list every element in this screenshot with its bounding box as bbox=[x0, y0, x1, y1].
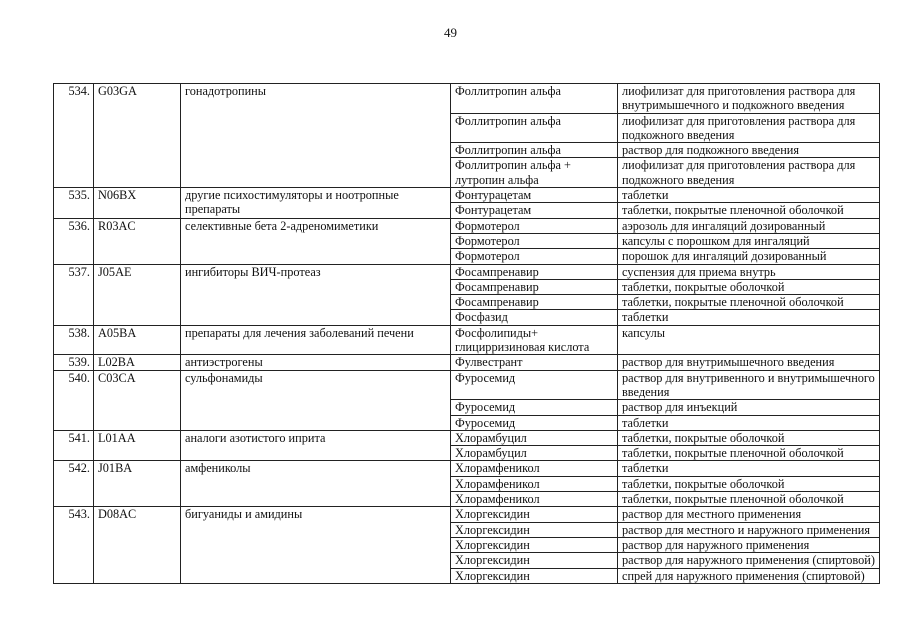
drug-name: Формотерол bbox=[451, 233, 618, 248]
dosage-form: таблетки bbox=[618, 188, 880, 203]
drug-name: Фоллитропин альфа bbox=[451, 84, 618, 114]
drug-name: Хлоргексидин bbox=[451, 522, 618, 537]
row-number: 535. bbox=[54, 188, 94, 219]
drug-name: Фосампренавир bbox=[451, 279, 618, 294]
row-number: 538. bbox=[54, 325, 94, 355]
atc-group: ингибиторы ВИЧ-протеаз bbox=[181, 264, 451, 325]
table-row bbox=[54, 461, 880, 476]
dosage-form: суспензия для приема внутрь bbox=[618, 264, 880, 279]
drug-name: Формотерол bbox=[451, 218, 618, 233]
table-row bbox=[54, 188, 880, 203]
dosage-form: таблетки, покрытые оболочкой bbox=[618, 476, 880, 491]
atc-group: другие психостимуляторы и ноотропные препараты bbox=[181, 188, 451, 219]
atc-group: антиэстрогены bbox=[181, 355, 451, 370]
atc-code: D08AC bbox=[94, 507, 181, 583]
dosage-form: лиофилизат для приготовления раствора для подкожного введения bbox=[618, 113, 880, 143]
dosage-form: таблетки bbox=[618, 415, 880, 430]
drug-table bbox=[53, 83, 880, 584]
atc-group: сульфонамиды bbox=[181, 370, 451, 430]
atc-code: J01BA bbox=[94, 461, 181, 507]
table-row bbox=[54, 84, 880, 114]
drug-name: Фоллитропин альфа + лутропин альфа bbox=[451, 158, 618, 188]
dosage-form: таблетки bbox=[618, 310, 880, 325]
dosage-form: раствор для наружного применения (спиртовой) bbox=[618, 553, 880, 568]
atc-code: J05AE bbox=[94, 264, 181, 325]
drug-name: Хлорамбуцил bbox=[451, 430, 618, 445]
row-number: 541. bbox=[54, 430, 94, 461]
dosage-form: лиофилизат для приготовления раствора для внутримышечного и подкожного введения bbox=[618, 84, 880, 114]
drug-name: Хлорамфеникол bbox=[451, 492, 618, 507]
table-row bbox=[54, 355, 880, 370]
dosage-form: таблетки, покрытые пленочной оболочкой bbox=[618, 446, 880, 461]
atc-code: L01AA bbox=[94, 430, 181, 461]
dosage-form: раствор для местного и наружного применения bbox=[618, 522, 880, 537]
atc-code: C03CA bbox=[94, 370, 181, 430]
drug-name: Фосампренавир bbox=[451, 295, 618, 310]
row-number: 542. bbox=[54, 461, 94, 507]
atc-group: бигуаниды и амидины bbox=[181, 507, 451, 583]
atc-group: амфениколы bbox=[181, 461, 451, 507]
table-row bbox=[54, 507, 880, 522]
atc-group: гонадотропины bbox=[181, 84, 451, 188]
drug-name: Фулвестрант bbox=[451, 355, 618, 370]
atc-code: G03GA bbox=[94, 84, 181, 188]
table-row bbox=[54, 370, 880, 400]
dosage-form: капсулы с порошком для ингаляций bbox=[618, 233, 880, 248]
dosage-form: таблетки, покрытые пленочной оболочкой bbox=[618, 295, 880, 310]
row-number: 539. bbox=[54, 355, 94, 370]
drug-name: Хлорамфеникол bbox=[451, 476, 618, 491]
drug-name: Хлоргексидин bbox=[451, 568, 618, 583]
row-number: 537. bbox=[54, 264, 94, 325]
atc-code: L02BA bbox=[94, 355, 181, 370]
table-row bbox=[54, 218, 880, 233]
drug-name: Хлоргексидин bbox=[451, 507, 618, 522]
table-row bbox=[54, 325, 880, 355]
dosage-form: порошок для ингаляций дозированный bbox=[618, 249, 880, 264]
dosage-form: таблетки bbox=[618, 461, 880, 476]
atc-group: аналоги азотистого иприта bbox=[181, 430, 451, 461]
dosage-form: спрей для наружного применения (спиртовой) bbox=[618, 568, 880, 583]
dosage-form: капсулы bbox=[618, 325, 880, 355]
dosage-form: лиофилизат для приготовления раствора для подкожного введения bbox=[618, 158, 880, 188]
dosage-form: раствор для инъекций bbox=[618, 400, 880, 415]
row-number: 536. bbox=[54, 218, 94, 264]
drug-name: Хлоргексидин bbox=[451, 537, 618, 552]
dosage-form: раствор для подкожного введения bbox=[618, 143, 880, 158]
drug-name: Формотерол bbox=[451, 249, 618, 264]
atc-code: N06BX bbox=[94, 188, 181, 219]
table-row bbox=[54, 264, 880, 279]
dosage-form: таблетки, покрытые оболочкой bbox=[618, 279, 880, 294]
dosage-form: таблетки, покрытые оболочкой bbox=[618, 430, 880, 445]
drug-name: Фосфазид bbox=[451, 310, 618, 325]
row-number: 540. bbox=[54, 370, 94, 430]
drug-name: Фонтурацетам bbox=[451, 188, 618, 203]
drug-name: Хлоргексидин bbox=[451, 553, 618, 568]
drug-table-body bbox=[54, 84, 880, 584]
atc-group: препараты для лечения заболеваний печени bbox=[181, 325, 451, 355]
table-row bbox=[54, 430, 880, 445]
dosage-form: аэрозоль для ингаляций дозированный bbox=[618, 218, 880, 233]
atc-code: R03AC bbox=[94, 218, 181, 264]
dosage-form: таблетки, покрытые пленочной оболочкой bbox=[618, 203, 880, 218]
drug-name: Фонтурацетам bbox=[451, 203, 618, 218]
atc-group: селективные бета 2-адреномиметики bbox=[181, 218, 451, 264]
dosage-form: таблетки, покрытые пленочной оболочкой bbox=[618, 492, 880, 507]
row-number: 543. bbox=[54, 507, 94, 583]
dosage-form: раствор для внутривенного и внутримышечного введения bbox=[618, 370, 880, 400]
drug-name: Фоллитропин альфа bbox=[451, 113, 618, 143]
atc-code: A05BA bbox=[94, 325, 181, 355]
dosage-form: раствор для наружного применения bbox=[618, 537, 880, 552]
drug-name: Хлорамбуцил bbox=[451, 446, 618, 461]
drug-name: Фоллитропин альфа bbox=[451, 143, 618, 158]
dosage-form: раствор для местного применения bbox=[618, 507, 880, 522]
drug-name: Фуросемид bbox=[451, 400, 618, 415]
drug-name: Фуросемид bbox=[451, 415, 618, 430]
page-number: 49 bbox=[444, 25, 457, 40]
drug-name: Фосфолипиды+ глицирризиновая кислота bbox=[451, 325, 618, 355]
drug-name: Фосампренавир bbox=[451, 264, 618, 279]
drug-name: Фуросемид bbox=[451, 370, 618, 400]
dosage-form: раствор для внутримышечного введения bbox=[618, 355, 880, 370]
row-number: 534. bbox=[54, 84, 94, 188]
drug-name: Хлорамфеникол bbox=[451, 461, 618, 476]
